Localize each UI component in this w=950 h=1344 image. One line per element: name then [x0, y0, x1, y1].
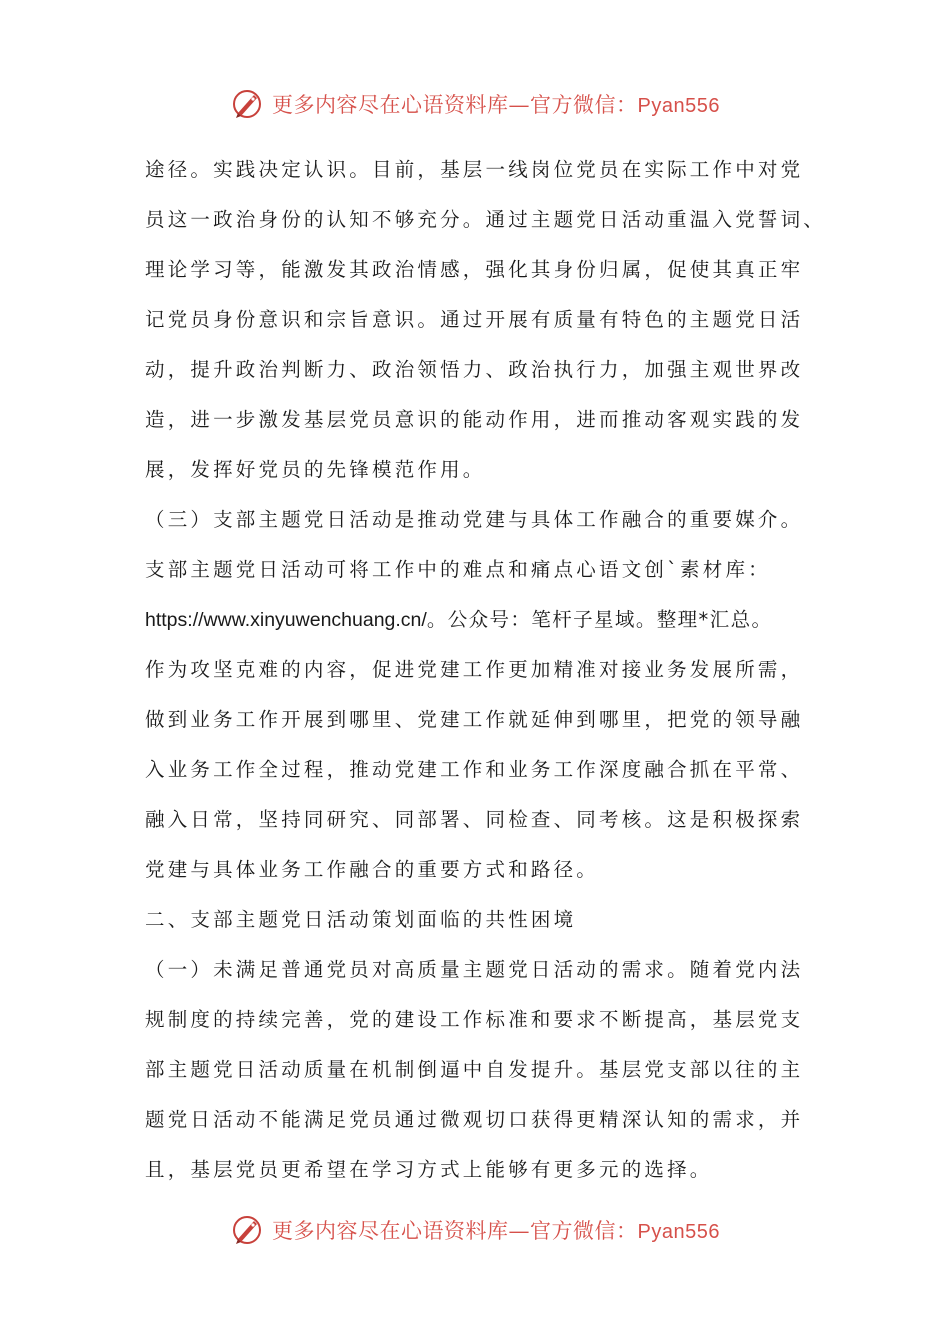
body-line: 且，基层党员更希望在学习方式上能够有更多元的选择。: [145, 1158, 713, 1181]
section-heading-1: （一）未满足普通党员对高质量主题党日活动的需求。随着党内法: [145, 958, 804, 981]
website-link[interactable]: https://www.xinyuwenchuang.cn/: [145, 609, 427, 631]
body-line: 党建与具体业务工作融合的重要方式和路径。: [145, 858, 600, 881]
pen-logo-icon: [230, 87, 264, 121]
body-line: 题党日活动不能满足党员通过微观切口获得更精深认知的需求，并: [145, 1108, 804, 1131]
body-line: 入业务工作全过程，推动党建工作和业务工作深度融合抓在平常、: [145, 758, 804, 781]
url-line-rest: 。公众号：笔杆子星域。整理*汇总。: [426, 608, 773, 631]
body-line: 支部主题党日活动可将工作中的难点和痛点心语文创`素材库：: [145, 558, 771, 581]
body-line: 记党员身份意识和宗旨意识。通过开展有质量有特色的主题党日活: [145, 308, 804, 331]
header-watermark-id: Pyan556: [637, 95, 720, 117]
body-line: 部主题党日活动质量在机制倒逼中自发提升。基层党支部以往的主: [145, 1058, 804, 1081]
body-line: 员这一政治身份的认知不够充分。通过主题党日活动重温入党誓词、: [145, 208, 827, 231]
body-line: 融入日常，坚持同研究、同部署、同检查、同考核。这是积极探索: [145, 808, 804, 831]
body-text: [145, 145, 845, 1195]
header-watermark-cn: 更多内容尽在心语资料库—官方微信：: [272, 93, 638, 117]
body-line: 规制度的持续完善，党的建设工作标准和要求不断提高，基层党支: [145, 1008, 804, 1031]
header-watermark-banner: [0, 84, 950, 124]
header-watermark-text: [272, 89, 720, 119]
body-line: 做到业务工作开展到哪里、党建工作就延伸到哪里，把党的领导融: [145, 708, 804, 731]
section-heading-3: （三）支部主题党日活动是推动党建与具体工作融合的重要媒介。: [145, 508, 804, 531]
footer-watermark-id: Pyan556: [637, 1221, 720, 1243]
pen-logo-icon: [230, 1213, 264, 1247]
footer-watermark-text: [272, 1215, 720, 1245]
body-line: 造，进一步激发基层党员意识的能动作用，进而推动客观实践的发: [145, 408, 804, 431]
footer-watermark-cn: 更多内容尽在心语资料库—官方微信：: [272, 1219, 638, 1243]
body-line: 作为攻坚克难的内容，促进党建工作更加精准对接业务发展所需，: [145, 658, 804, 681]
body-line: 途径。实践决定认识。目前，基层一线岗位党员在实际工作中对党: [145, 158, 804, 181]
body-line: 展，发挥好党员的先锋模范作用。: [145, 458, 486, 481]
footer-watermark-banner: [0, 1210, 950, 1250]
body-line: 理论学习等，能激发其政治情感，强化其身份归属，促使其真正牢: [145, 258, 804, 281]
url-line: [145, 595, 845, 645]
section-heading-2: 二、支部主题党日活动策划面临的共性困境: [145, 908, 577, 931]
body-line: 动，提升政治判断力、政治领悟力、政治执行力，加强主观世界改: [145, 358, 804, 381]
